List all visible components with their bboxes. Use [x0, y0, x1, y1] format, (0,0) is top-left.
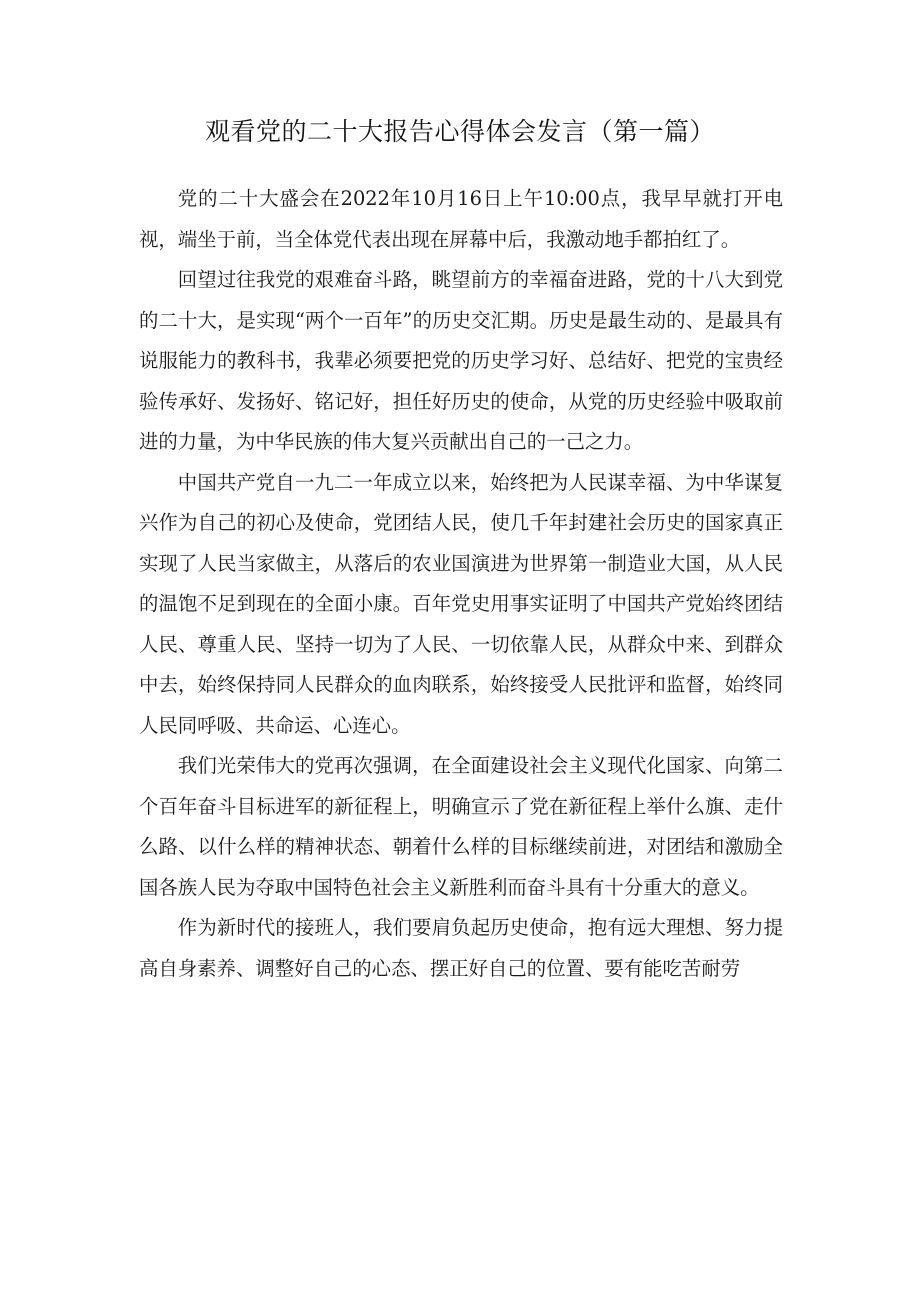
document-body — [139, 179, 783, 989]
document-title: 观看党的二十大报告心得体会发言（第一篇） — [204, 117, 715, 146]
paragraph-5: 作为新时代的接班人，我们要肩负起历史使命，抱有远大理想、努力提高自身素养、调整好自己的心态、摆正好自己的位置、要有能吃苦耐劳 — [139, 916, 783, 980]
paragraph-3: 中国共产党自一九二一年成立以来，始终把为人民谋幸福、为中华谋复兴作为自己的初心及使命，党团结人民，使几千年封建社会历史的国家真正实现了人民当家做主，从落后的农业国演进为世界第一制造业大国，从人民的温饱不足到现在的全面小康。百年党史用事实证明了中国共产党始终团结人民、尊重人民、坚持一切为了人民、一切依靠人民，从群众中来、到群众中去，始终保持同人民群众的血肉联系，始终接受人民批评和监督，始终同人民同呼吸、共命运、心连心。 — [139, 470, 783, 737]
paragraph-2: 回望过往我党的艰难奋斗路，眺望前方的幸福奋进路，党的十八大到党的二十大，是实现“两个一百年”的历史交汇期。历史是最生动的、是最具有说服能力的教科书，我辈必须要把党的历史学习好、总结好、把党的宝贵经验传承好、发扬好、铭记好，担任好历史的使命，从党的历史经验中吸取前进的力量，为中华民族的伟大复兴贡献出自己的一己之力。 — [139, 268, 783, 453]
paragraph-4: 我们光荣伟大的党再次强调，在全面建设社会主义现代化国家、向第二个百年奋斗目标进军的新征程上，明确宣示了党在新征程上举什么旗、走什么路、以什么样的精神状态、朝着什么样的目标继续前进，对团结和激励全国各族人民为夺取中国特色社会主义新胜利而奋斗具有十分重大的意义。 — [139, 754, 783, 899]
paragraph-1: 党的二十大盛会在2022年10月16日上午10:00点，我早早就打开电视，端坐于前，当全体党代表出现在屏幕中后，我激动地手都拍红了。 — [139, 187, 783, 251]
